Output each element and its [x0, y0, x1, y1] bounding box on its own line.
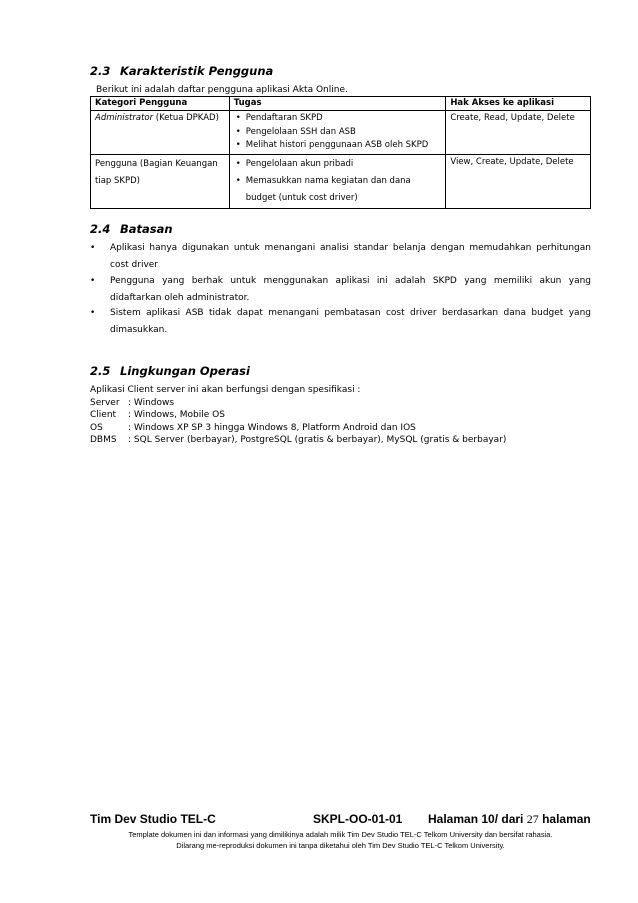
bullet-text: Pengguna yang berhak untuk menggunakan aplikasi ini adalah SKPD yang memiliki akun yang didaftarkan oleh administrator. — [110, 276, 591, 303]
section-title: Lingkungan Operasi — [120, 364, 250, 378]
section-heading-2-4 — [90, 222, 173, 236]
section-title: Batasan — [120, 222, 173, 236]
task-item: • Melihat histori penggunaan ASB oleh SKPD — [234, 139, 442, 153]
category-rest: (Ketua DPKAD) — [153, 113, 219, 123]
cell-category — [91, 111, 230, 155]
footer-team: Tim Dev Studio TEL-C — [90, 812, 216, 826]
section-heading-2-3 — [90, 64, 273, 78]
spec-row — [90, 397, 506, 410]
category-italic: Administrator — [95, 113, 154, 123]
cell-tasks — [229, 111, 446, 155]
header-hak-akses: Hak Akses ke aplikasi — [446, 97, 591, 111]
page-suffix: halaman — [542, 812, 591, 826]
spec-key: Client — [90, 410, 117, 420]
spec-key: Server — [90, 397, 120, 408]
environment-spec — [90, 384, 506, 447]
task-item: • Pengelolaan akun pribadi — [234, 156, 442, 173]
table-row — [91, 154, 591, 208]
page-total: 27 — [526, 812, 539, 826]
list-item — [90, 240, 591, 274]
footer-note — [90, 830, 591, 851]
user-characteristics-table — [90, 96, 591, 209]
spec-key: DBMS — [90, 435, 117, 445]
header-tugas: Tugas — [229, 97, 446, 111]
footer-note-line: Dilarang me-reproduksi dokumen ini tanpa diketahui oleh Tim Dev Studio TEL-C Telkom University. — [176, 840, 505, 850]
spec-row — [90, 422, 506, 435]
spec-intro: Aplikasi Client server ini akan berfungsi dengan spesifikasi : — [90, 385, 361, 395]
task-item: • Memasukkan nama kegiatan dan dana budget (untuk cost driver) — [234, 173, 442, 207]
spec-row — [90, 434, 506, 447]
list-item — [90, 305, 591, 339]
table-intro: Berikut ini adalah daftar pengguna aplikasi Akta Online. — [96, 85, 348, 95]
section-heading-2-5 — [90, 364, 250, 378]
bullet-icon: • — [90, 308, 96, 318]
footer-page-info — [428, 812, 591, 827]
section-number: 2.5 — [90, 364, 111, 378]
footer-doc-code: SKPL-OO-01-01 — [313, 812, 403, 826]
spec-value: : Windows XP SP 3 hingga Windows 8, Platform Android dan IOS — [128, 422, 416, 433]
spec-key: OS — [90, 422, 103, 433]
section-number: 2.3 — [90, 64, 111, 78]
spec-value: : Windows, Mobile OS — [128, 410, 225, 420]
footer-note-line: Template dokumen ini dan informasi yang dimilikinya adalah milik Tim Dev Studio TEL-C Telkom University dan bersifat rahasia. — [128, 830, 553, 839]
task-item: • Pendaftaran SKPD — [234, 112, 442, 126]
bullet-icon: • — [90, 276, 96, 286]
bullet-icon: • — [90, 243, 96, 253]
section-title: Karakteristik Pengguna — [120, 64, 274, 78]
table-header-row — [91, 97, 591, 111]
cell-access: View, Create, Update, Delete — [446, 154, 591, 208]
spec-value: : SQL Server (berbayar), PostgreSQL (gratis & berbayar), MySQL (gratis & berbayar) — [128, 435, 507, 445]
category-rest: Pengguna (Bagian Keuangan tiap SKPD) — [95, 158, 218, 186]
list-item — [90, 273, 591, 307]
header-kategori: Kategori Pengguna — [91, 97, 230, 111]
task-item: • Pengelolaan SSH dan ASB — [234, 126, 442, 140]
table-row — [91, 111, 591, 155]
spec-row — [90, 409, 506, 422]
section-number: 2.4 — [90, 222, 111, 236]
cell-category — [91, 154, 230, 208]
page-prefix: Halaman 10/ dari — [428, 812, 524, 826]
bullet-text: Sistem aplikasi ASB tidak dapat menangani pembatasan cost driver berdasarkan dana budget yang dimasukkan. — [110, 308, 591, 335]
bullet-text: Aplikasi hanya digunakan untuk menangani analisi standar belanja dengan memudahkan perhitungan cost driver — [110, 243, 591, 270]
spec-value: : Windows — [128, 397, 175, 408]
cell-tasks — [229, 154, 446, 208]
cell-access: Create, Read, Update, Delete — [446, 111, 591, 155]
